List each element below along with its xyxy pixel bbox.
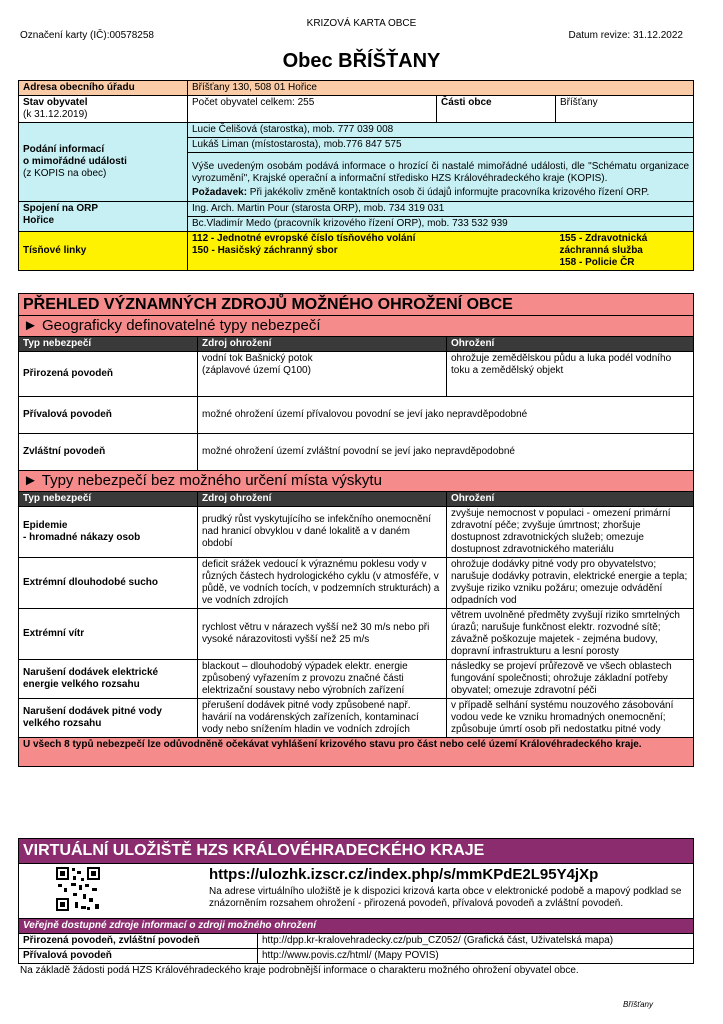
- qr-cell: [19, 864, 206, 919]
- overview-title-row: [19, 294, 694, 316]
- sources-heading: Veřejně dostupné zdroje informací o zdroji možného ohrožení: [19, 919, 694, 934]
- geo-row: [19, 352, 694, 397]
- sources-table: [18, 933, 694, 964]
- source-link[interactable]: http://dpp.kr-kralovehradecky.cz/pub_CZ052/ (Grafická část, Uživatelská mapa): [258, 934, 694, 949]
- revision-date: Datum revize: 31.12.2022: [568, 30, 683, 41]
- virtual-description: Na adrese virtuálního uložiště je k dispozici krizová karta obce v elektronické podobě a mapový podklad se znázorněním rozsahem ohrožení - přirozená povodeň, přívalová povodeň a zvláštní povodeň.: [209, 886, 682, 909]
- overview-title: PŘEHLED VÝZNAMNÝCH ZDROJŮ MOŽNÉHO OHROŽENÍ OBCE: [19, 294, 694, 316]
- qr-code-icon: [55, 866, 101, 912]
- geo-subtitle-row: [19, 316, 694, 337]
- population-label: Stav obyvatel (k 31.12.2019): [19, 96, 188, 123]
- source-link[interactable]: http://www.povis.cz/html/ (Mapy POVIS): [258, 949, 694, 964]
- col-source: Zdroj ohrožení: [198, 492, 447, 507]
- contact-table: [18, 80, 694, 271]
- source-row: [19, 934, 694, 949]
- virtual-link-cell: [205, 864, 694, 919]
- emergency-row: [19, 232, 694, 271]
- emergency-label: Tísňové linky: [19, 232, 188, 271]
- population-value: Počet obyvatel celkem: 255: [188, 96, 437, 123]
- other-threat: následky se projeví průřezově ve všech oblastech fungování společnosti; ohrožuje základní potřeby obyvatel; omezuje zdravotní péči: [447, 660, 694, 699]
- virtual-title-row: [19, 839, 694, 864]
- other-header-row: [19, 492, 694, 507]
- geo-row: [19, 397, 694, 434]
- page-tag: Bříšťany: [623, 1000, 653, 1009]
- geo-source: vodní tok Bašnický potok (záplavové území Q100): [198, 352, 447, 397]
- other-type: Narušení dodávek pitné vody velkého rozsahu: [19, 699, 198, 738]
- part-label: Části obce: [437, 96, 556, 123]
- geo-threat: ohrožuje zemědělskou půdu a luka podél vodního toku a zemědělský objekt: [447, 352, 694, 397]
- source-row: [19, 949, 694, 964]
- col-threat: Ohrožení: [447, 337, 694, 352]
- other-row: [19, 660, 694, 699]
- info-row: [19, 123, 694, 202]
- virtual-title: VIRTUÁLNÍ ULOŽIŠTĚ HZS KRÁLOVÉHRADECKÉHO KRAJE: [19, 839, 694, 864]
- info-text: Výše uvedeným osobám podává informace o hrozící či nastalé mimořádné události, dle "Schématu organizace vyrozumění", Krajské operační a informační středisko HZS Královéhradeckého kraje (KOPIS).: [192, 161, 689, 184]
- orp-label: Spojení na ORP Hořice: [19, 202, 188, 232]
- geo-row: [19, 434, 694, 471]
- info-label: Podání informací o mimořádné události (z KOPIS na obec): [19, 123, 188, 202]
- other-source: deficit srážek vedoucí k výraznému poklesu vody v různých částech hydrologického cyklu (v atmosféře, v půdě, ve vodních tocích, v podzemních strukturách) a ve vodních zdrojích: [198, 558, 447, 609]
- person-1: Lucie Čelišová (starostka), mob. 777 039 008: [188, 123, 693, 138]
- sources-head-row: [19, 919, 694, 934]
- other-type: Epidemie - hromadné nákazy osob: [19, 507, 198, 558]
- page-title: Obec BŘÍŠŤANY: [282, 50, 441, 72]
- hazard-table: [18, 293, 694, 767]
- orp-line-2: Bc.Vladimír Medo (pracovník krizového řízení ORP), mob. 733 532 939: [192, 218, 508, 229]
- address-label: Adresa obecního úřadu: [19, 81, 188, 96]
- address-row: [19, 81, 694, 96]
- other-type: Extrémní vítr: [19, 609, 198, 660]
- other-source: prudký růst vyskytujícího se infekčního onemocnění nad hranicí obvyklou v dané lokalitě a v daném období: [198, 507, 447, 558]
- orp-row: [19, 202, 694, 232]
- geo-type: Přirozená povodeň: [19, 352, 198, 397]
- col-threat: Ohrožení: [447, 492, 694, 507]
- other-row: [19, 699, 694, 738]
- crisis-note: U všech 8 typů nebezpečí lze odůvodněně očekávat vyhlášení krizového stavu pro část nebo celé území Královéhradeckého kraje.: [19, 738, 694, 767]
- other-threat: větrem uvolněné předměty zvyšují riziko smrtelných úrazů; narušuje funkčnost elektr. rozvodné sítě; závažně poškozuje majetek - zejména budovy, dopravní infrastrukturu a lesní porosty: [447, 609, 694, 660]
- other-row: [19, 507, 694, 558]
- population-row: [19, 96, 694, 123]
- other-source: blackout – dlouhodobý výpadek elektr. energie způsobený vyřazením z provozu značné části elektrizační soustavy nebo výrobních zařízení: [198, 660, 447, 699]
- other-row: [19, 558, 694, 609]
- emergency-left: 112 - Jednotné evropské číslo tísňového volání 150 - Hasičský záchranný sbor: [188, 232, 556, 271]
- other-threat: ohrožuje dodávky pitné vody pro obyvatelstvo; narušuje dodávky potravin, elektrické energie a tepla; zvyšuje riziko vzniku požáru; omezuje odvádění odpadních vod: [447, 558, 694, 609]
- geo-type: Přívalová povodeň: [19, 397, 198, 434]
- other-threat: zvyšuje nemocnost v populaci - omezení primární zdravotní péče; zvyšuje úmrtnost; zhoršuje dostupnost zdravotnických služeb; omezuje dostupnost zdravotnického materiálu: [447, 507, 694, 558]
- geo-merged: možné ohrožení území zvláštní povodní se jeví jako nepravděpodobné: [198, 434, 694, 471]
- other-source: přerušení dodávek pitné vody způsobené např. havárií na vodárenských zařízeních, kontaminací vody nebo snížením hladin ve vodních zdrojích: [198, 699, 447, 738]
- col-type: Typ nebezpečí: [19, 492, 198, 507]
- other-subtitle-row: [19, 471, 694, 492]
- other-type: Extrémní dlouhodobé sucho: [19, 558, 198, 609]
- footer-note: Na základě žádosti podá HZS Královéhradeckého kraje podrobnější informace o charakteru možného ohrožení obyvatel obce.: [20, 965, 579, 976]
- geo-merged: možné ohrožení území přívalovou povodní se jeví jako nepravděpodobné: [198, 397, 694, 434]
- geo-header-row: [19, 337, 694, 352]
- virtual-storage-table: [18, 838, 694, 934]
- other-subtitle: ► Typy nebezpečí bez možného určení místa výskytu: [19, 471, 694, 492]
- address-value: Bříšťany 130, 508 01 Hořice: [188, 81, 694, 96]
- geo-type: Zvláštní povodeň: [19, 434, 198, 471]
- orp-content: [188, 202, 694, 232]
- other-type: Narušení dodávek elektrické energie velkého rozsahu: [19, 660, 198, 699]
- info-requirement: Požadavek: Při jakékoliv změně kontaktních osob či údajů informujte pracovníka krizového řízení ORP.: [192, 187, 650, 198]
- source-label: Přirozená povodeň, zvláštní povodeň: [19, 934, 258, 949]
- orp-line-1: Ing. Arch. Martin Pour (starosta ORP), mob. 734 319 031: [188, 202, 693, 217]
- card-id: Označení karty (IČ):00578258: [20, 30, 154, 41]
- part-value: Bříšťany: [556, 96, 694, 123]
- person-2: Lukáš Liman (místostarosta), mob.776 847 575: [188, 138, 693, 153]
- emergency-right: 155 - Zdravotnická záchranná služba 158 - Policie ČR: [556, 232, 694, 271]
- other-source: rychlost větru v nárazech vyšší než 30 m/s nebo při vysoké nárazovitosti vyšší než 25 m/s: [198, 609, 447, 660]
- other-threat: v případě selhání systému nouzového zásobování vodou vede ke vzniku hromadných onemocnění; způsobuje úmrtí osob při nedostatku pitné vody: [447, 699, 694, 738]
- card-type-heading: KRIZOVÁ KARTA OBCE: [306, 18, 417, 29]
- info-content: [188, 123, 694, 202]
- virtual-url-link[interactable]: https://ulozhk.izscr.cz/index.php/s/mmKPdE2L95Y4jXp: [209, 866, 599, 883]
- col-source: Zdroj ohrožení: [198, 337, 447, 352]
- note-row: [19, 738, 694, 767]
- other-row: [19, 609, 694, 660]
- col-type: Typ nebezpečí: [19, 337, 198, 352]
- source-label: Přívalová povodeň: [19, 949, 258, 964]
- virtual-link-row: [19, 864, 694, 919]
- geo-subtitle: ► Geograficky definovatelné typy nebezpečí: [19, 316, 694, 337]
